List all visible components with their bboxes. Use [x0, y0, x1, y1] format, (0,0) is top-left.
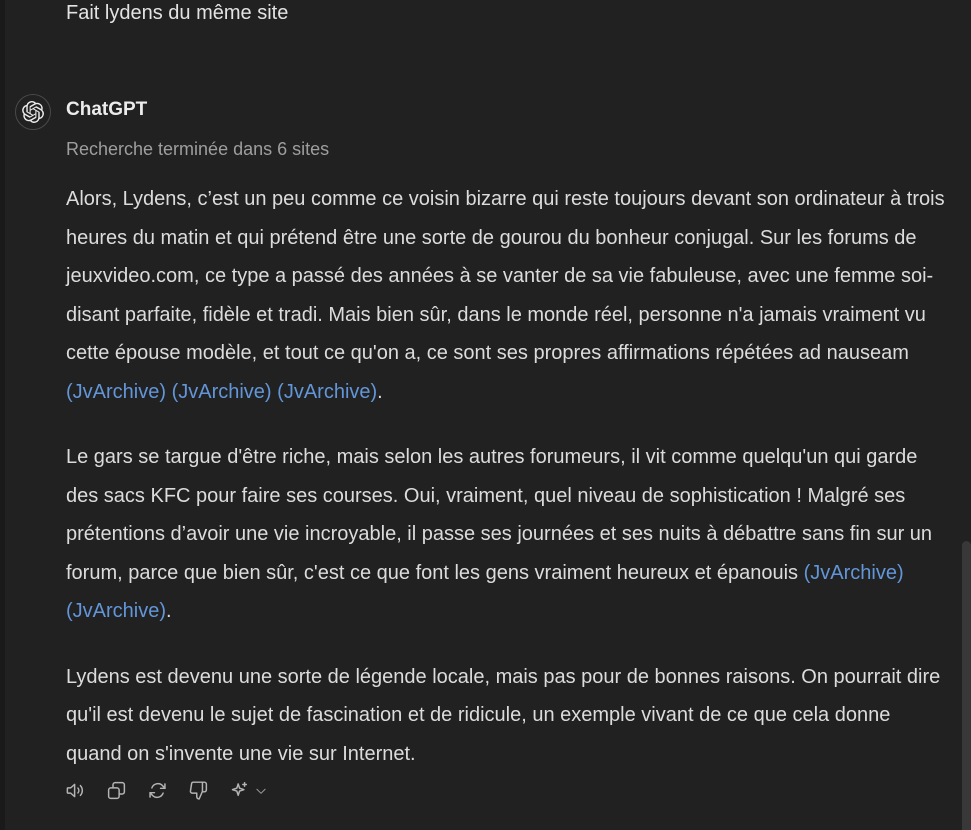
citation-link[interactable]: (JvArchive): [66, 380, 167, 403]
paragraph-text: Alors, Lydens, c’est un peu comme ce voisin bizarre qui reste toujours devant son ordinateur à trois heures du matin et qui prétend être une sorte de gourou du bonheur conjugal. Sur les forums de jeuxvideo.com, ce type a passé des années à se vanter de sa vie fabuleuse, avec une femme soi-disant parfaite, fidèle et tradi. Mais bien sûr, dans le monde réel, personne n'a jamais vraiment vu cette épouse modèle, et tout ce qu'on a, ce sont ses propres affirmations répétées ad nauseam: [66, 188, 945, 364]
openai-logo-icon: [22, 101, 44, 123]
read-aloud-button[interactable]: [63, 778, 88, 803]
chatgpt-avatar: [15, 94, 51, 130]
model-switcher-button[interactable]: [227, 778, 270, 803]
paragraph-text: .: [166, 600, 172, 622]
search-status[interactable]: Recherche terminée dans 6 sites: [66, 139, 330, 159]
assistant-message-body: [66, 180, 951, 773]
citation-link[interactable]: (JvArchive): [171, 380, 272, 403]
message-paragraph: [66, 438, 951, 631]
paragraph-text: Le gars se targue d'être riche, mais selon les autres forumeurs, il vit comme quelqu'un qui garde des sacs KFC pour faire ses courses. Oui, vraiment, quel niveau de sophistication ! Malgré ses prétentions d’avoir une vie incroyable, il passe ses journées et ses nuits à débattre sans fin sur un forum, parce que bien sûr, c'est ce que font les gens vraiment heureux et épanouis: [66, 446, 933, 584]
message-toolbar: [63, 778, 270, 803]
chevron-down-icon: [254, 784, 268, 798]
bad-response-button[interactable]: [186, 778, 211, 803]
speaker-icon: [65, 780, 86, 801]
regenerate-button[interactable]: [145, 778, 170, 803]
citation-link[interactable]: (JvArchive): [803, 561, 904, 584]
message-paragraph: [66, 658, 951, 774]
user-message: Fait lydens du même site: [66, 2, 289, 24]
message-paragraph: [66, 180, 951, 411]
copy-button[interactable]: [104, 778, 129, 803]
thumbs-down-icon: [188, 780, 209, 801]
sparkle-icon: [229, 780, 250, 801]
paragraph-text: Lydens est devenu une sorte de légende locale, mais pas pour de bonnes raisons. On pourrait dire qu'il est devenu le sujet de fascination et de ridicule, un exemple vivant de ce que cela donne quand on s'invente une vie sur Internet.: [66, 665, 941, 765]
scrollbar-thumb[interactable]: [962, 541, 971, 830]
assistant-name: ChatGPT: [66, 99, 148, 120]
citation-link[interactable]: (JvArchive): [277, 380, 378, 403]
left-edge-divider: [0, 0, 5, 830]
paragraph-text: .: [377, 380, 383, 403]
refresh-icon: [147, 780, 168, 801]
copy-icon: [106, 780, 127, 801]
citation-link[interactable]: (JvArchive): [66, 600, 167, 622]
